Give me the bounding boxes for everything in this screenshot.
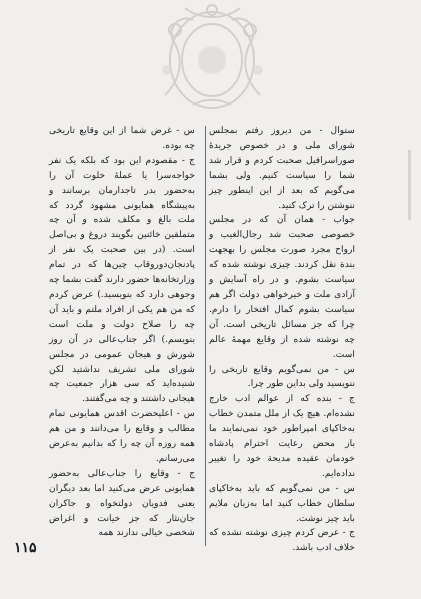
paragraph: ستوال - من دیروز رفتم بمجلس شورای ملی و در خصوص جریدهٔ صوراسرافیل صحبت کردم و قرار شد شما را سیاست کنیم. ولی بشما می‌گویم که بعد از این اینطور چیز ننوشتن را ترک کنید. <box>209 125 355 211</box>
paragraph: جواب - همان آن که در مجلس خصوصی صحبت شد رجال‌الغیب و ارواح مجرد صورت مجلس را بهجهت بندة نقل کردند. چیزی نوشته شده که سیاست بشوم. و در راه آسایش و آزادی ملت و خیرخواهی دولت اگر هم سیاست بشوم کمال افتخار را دارم. چرا که جز مسائل تاریخی است. آن چه نوشته شده از وقایع مهمهٔ عالم است. <box>209 214 355 360</box>
paragraph: س - اعلیحضرت اقدس همایونی تمام مطالب و وقایع را می‌دانند و من هم همه روزه آن چه را که بدانیم به‌عرض می‌رسانم. <box>49 408 195 464</box>
paragraph: ج - مقصودم این بود که بلکه یک نفر خواجه‌سرا یا عملهٔ خلوت آن را به‌حضور بدر تاجدارمان برسانند و به‌پیشگاه همایونی مشهود گردد که ملت بالغ و مکلف شده و آن چه متملقین خائنین بگویند دروغ و بی‌اصل است. (در بین صحبت یک نفر از پادنجان‌دوروقاب چین‌ها که در تمام وزارتخانه‌ها حضور دارند گفت بشما چه وجوهی دارد که بنویسید.) عرض کردم که من هم یکی از افراد ملتم و باید آن چه را صلاح دولت و ملت است بنویسم.) اگر جناب‌عالی در آن روز شورش و هیجان عمومی در مجلس شورای ملی تشریف نداشتید لکن شنیده‌اید که سی هزار جمعیت چه هیجانی داشتند و چه می‌گفتند. <box>49 154 195 405</box>
margin-mark <box>408 150 411 220</box>
paragraph: س - غرض شما از این وقایع تاریخی چه بوده. <box>49 125 195 151</box>
paragraph: س - من نمی‌گویم وقایع تاریخی را ننویسید ولی بداین طور چرا. <box>209 363 355 390</box>
paragraph: ج - بنده که از عوالم ادب خارج نشده‌ام. هیچ یک از ملل متمدن خطاب به‌خاکپای امپراطور خود نمی‌نمایند ما باز محض رعایت احترام پادشاه خودمان عقیده مدیحة خود را تغییر نداده‌ایم. <box>209 393 355 479</box>
paragraph: س - من نمی‌گویم که باید به‌خاکپای سلطان خطاب کنید اما به‌زبان ملایم باید چیز نوشت. <box>209 482 355 524</box>
paragraph: ج - عرض کردم چیزی نوشته نشده که خلاف ادب باشد. <box>209 527 355 554</box>
page-number: ۱۱۵ <box>14 540 37 556</box>
column-divider <box>205 126 206 546</box>
right-text-column <box>209 124 355 556</box>
paragraph: ج - وقایع را جناب‌عالی به‌حضور همایونی عرض می‌کنید اما بعد دیگران یعنی فدویان دولتخواه و جاکران جان‌نثار که جز خیانت و اغراض شخصی خیالی ندارند همه <box>49 467 195 539</box>
floral-ornament-icon <box>145 0 280 118</box>
left-text-column <box>49 124 195 541</box>
